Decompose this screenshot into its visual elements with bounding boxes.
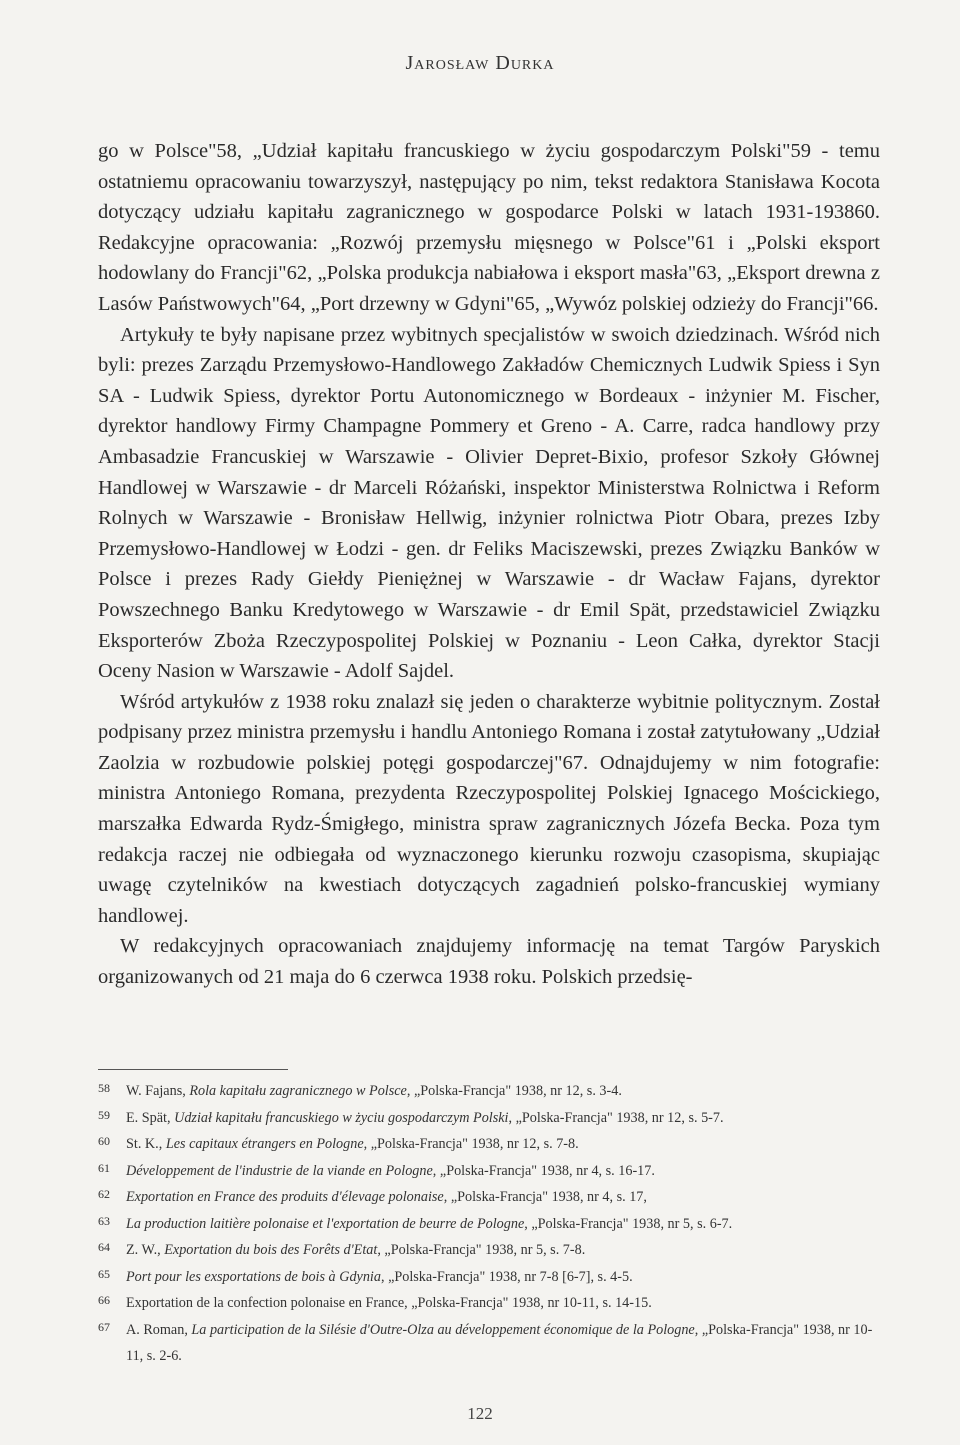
- footnote: [98, 1290, 888, 1317]
- footnote-title: Udział kapitału francuskiego w życiu gospodarczym Polski: [174, 1109, 509, 1126]
- footnote-title: Port pour les exsportations de bois à Gdynia: [126, 1268, 381, 1285]
- footnote: [98, 1317, 888, 1370]
- paragraph-1: go w Polsce"58, „Udział kapitału francuskiego w życiu gospodarczym Polski"59 - temu ostatniemu opracowaniu towarzyszył, następujący po nim, tekst redaktora Stanisława Kocota dotyczący udziału kapitału zagranicznego w gospodarce Polski w latach 1931-193860. Redakcyjne opracowania: „Rozwój przemysłu mięsnego w Polsce"61 i „Polski eksport hodowlany do Francji"62, „Polska produkcja nabiałowa i eksport masła"63, „Eksport drewna z Lasów Państwowych"64, „Port drzewny w Gdyni"65, „Wywóz polskiej odzieży do Francji"66.: [98, 140, 880, 315]
- footnote-title: La production laitière polonaise et l'exportation de beurre de Pologne: [126, 1215, 525, 1232]
- paragraph-2: Artykuły te były napisane przez wybitnych specjalistów w swoich dziedzinach. Wśród nich byli: prezes Zarządu Przemysłowo-Handlowego Zakładów Chemicznych Ludwik Spiess i Syn SA - Ludwik Spiess, dyrektor Portu Autonomicznego w Bordeaux - inżynier M. Fischer, dyrektor handlowy Firmy Champagne Pommery et Greno - A. Carre, radca handlowy przy Ambasadzie Francuskiej w Warszawie - Olivier Depret-Bixio, profesor Szkoły Głównej Handlowej w Warszawie - dr Marceli Różański, inspektor Ministerstwa Rolnictwa i Reform Rolnych w Warszawie - Bronisław Hellwig, inżynier rolnictwa Piotr Obara, prezes Izby Przemysłowo-Handlowej w Łodzi - gen. dr Feliks Maciszewski, prezes Związku Banków w Polsce i prezes Rady Giełdy Pieniężnej w Warszawie - dr Wacław Fajans, dyrektor Powszechnego Banku Kredytowego w Warszawie - dr Emil Spät, przedstawiciel Związku Eksporterów Zboża Rzeczypospolitej Polskiej w Poznaniu - Leon Całka, dyrektor Stacji Oceny Nasion w Warszawie - Adolf Sajdel.: [98, 323, 880, 683]
- footnote: [98, 1105, 888, 1132]
- footnote-text: [126, 1211, 888, 1238]
- footnote: [98, 1264, 888, 1291]
- footnote: [98, 1211, 888, 1238]
- footnote-number: 67: [98, 1319, 110, 1334]
- footnote: [98, 1158, 888, 1185]
- footnote-source: , „Polska-Francja" 1938, nr 7-8 [6-7], s. 4-5.: [380, 1268, 633, 1285]
- footnote-source: , „Polska-Francja" 1938, nr 12, s. 3-4.: [406, 1083, 622, 1099]
- footnote-text: [126, 1317, 888, 1370]
- footnote-title: Exportation du bois des Forêts d'Etat: [164, 1242, 378, 1258]
- footnote-number: 65: [98, 1266, 110, 1281]
- footnote-text: [126, 1158, 888, 1185]
- footnote-text: [126, 1131, 888, 1158]
- footnote-source: , „Polska-Francja" 1938, nr 4, s. 17,: [443, 1189, 647, 1205]
- footnote: [98, 1131, 888, 1158]
- footnotes: [98, 1078, 888, 1370]
- footnote-number: 64: [98, 1240, 110, 1254]
- footnote-author: E. Spät,: [126, 1109, 175, 1126]
- footnote-author: Exportation de la confection polonaise en France,: [126, 1295, 412, 1311]
- footnote: [98, 1237, 888, 1264]
- paragraph-3: Wśród artykułów z 1938 roku znalazł się jeden o charakterze wybitnie politycznym. Został podpisany przez ministra przemysłu i handlu Antoniego Romana i został zatytułowany „Udział Zaolzia w rozbudowie polskiej potęgi gospodarczej"67. Odnajdujemy w nim fotografie: ministra Antoniego Romana, prezydenta Rzeczypospolitej Polskiej Ignacego Mościckiego, marszałka Edwarda Rydz-Śmigłego, ministra spraw zagranicznych Józefa Becka. Poza tym redakcja raczej nie odbiegała od wyznaczonego kierunku rozwoju czasopisma, skupiając uwagę czytelników na kwestiach dotyczących zagadnień polsko-francuskiej wymiany handlowej.: [98, 690, 880, 927]
- footnote-author: Z. W.,: [126, 1242, 165, 1258]
- running-head: Jarosław Durka: [405, 52, 555, 74]
- page-number: 122: [467, 1404, 493, 1423]
- footnote-text: [126, 1290, 888, 1317]
- footnote-source: , „Polska-Francja" 1938, nr 5, s. 7-8.: [377, 1242, 586, 1258]
- footnote-number: 61: [98, 1160, 110, 1175]
- main-text: [98, 136, 880, 993]
- footnote-text: [126, 1105, 888, 1132]
- footnote-divider: [98, 1069, 288, 1070]
- footnote-text: [126, 1237, 888, 1264]
- footnote-title: Les capitaux étrangers en Pologne: [165, 1136, 364, 1152]
- footnote-text: [126, 1184, 888, 1211]
- footnote-source: , „Polska-Francja" 1938, nr 4, s. 16-17.: [432, 1162, 655, 1179]
- footnote-title: La participation de la Silésie d'Outre-Olza au développement économique de la Pologne: [191, 1321, 695, 1338]
- paragraph-4: W redakcyjnych opracowaniach znajdujemy informację na temat Targów Paryskich organizowanych od 21 maja do 6 czerwca 1938 roku. Polskich przedsię-: [98, 935, 880, 989]
- footnote-number: 62: [98, 1187, 110, 1201]
- footnote-text: [126, 1078, 888, 1105]
- footnote-author: W. Fajans,: [126, 1083, 190, 1099]
- footnote-title: Développement de l'industrie de la viande en Pologne: [126, 1162, 433, 1179]
- footnote-number: 59: [98, 1107, 110, 1122]
- footnote-title: Rola kapitału zagranicznego w Polsce: [189, 1083, 407, 1099]
- footnote-author: A. Roman,: [126, 1321, 192, 1338]
- footnote-source: , „Polska-Francja" 1938, nr 5, s. 6-7.: [524, 1215, 733, 1232]
- footnote-source: , „Polska-Francja" 1938, nr 12, s. 5-7.: [508, 1109, 724, 1126]
- footnote-source: , „Polska-Francja" 1938, nr 10-11, s. 2-6.: [126, 1321, 873, 1364]
- footnote-text: [126, 1264, 888, 1291]
- footnote-number: 60: [98, 1134, 110, 1148]
- footnote-number: 66: [98, 1293, 110, 1307]
- footnote-source: , „Polska-Francja" 1938, nr 12, s. 7-8.: [363, 1136, 579, 1152]
- footnote: [98, 1078, 888, 1105]
- footnote-source: „Polska-Francja" 1938, nr 10-11, s. 14-15.: [411, 1295, 652, 1311]
- footnote-title: Exportation en France des produits d'élevage polonaise: [126, 1189, 444, 1205]
- footnote-number: 63: [98, 1213, 110, 1228]
- footnote: [98, 1184, 888, 1211]
- footnote-author: St. K.,: [126, 1136, 166, 1152]
- footnote-number: 58: [98, 1081, 110, 1095]
